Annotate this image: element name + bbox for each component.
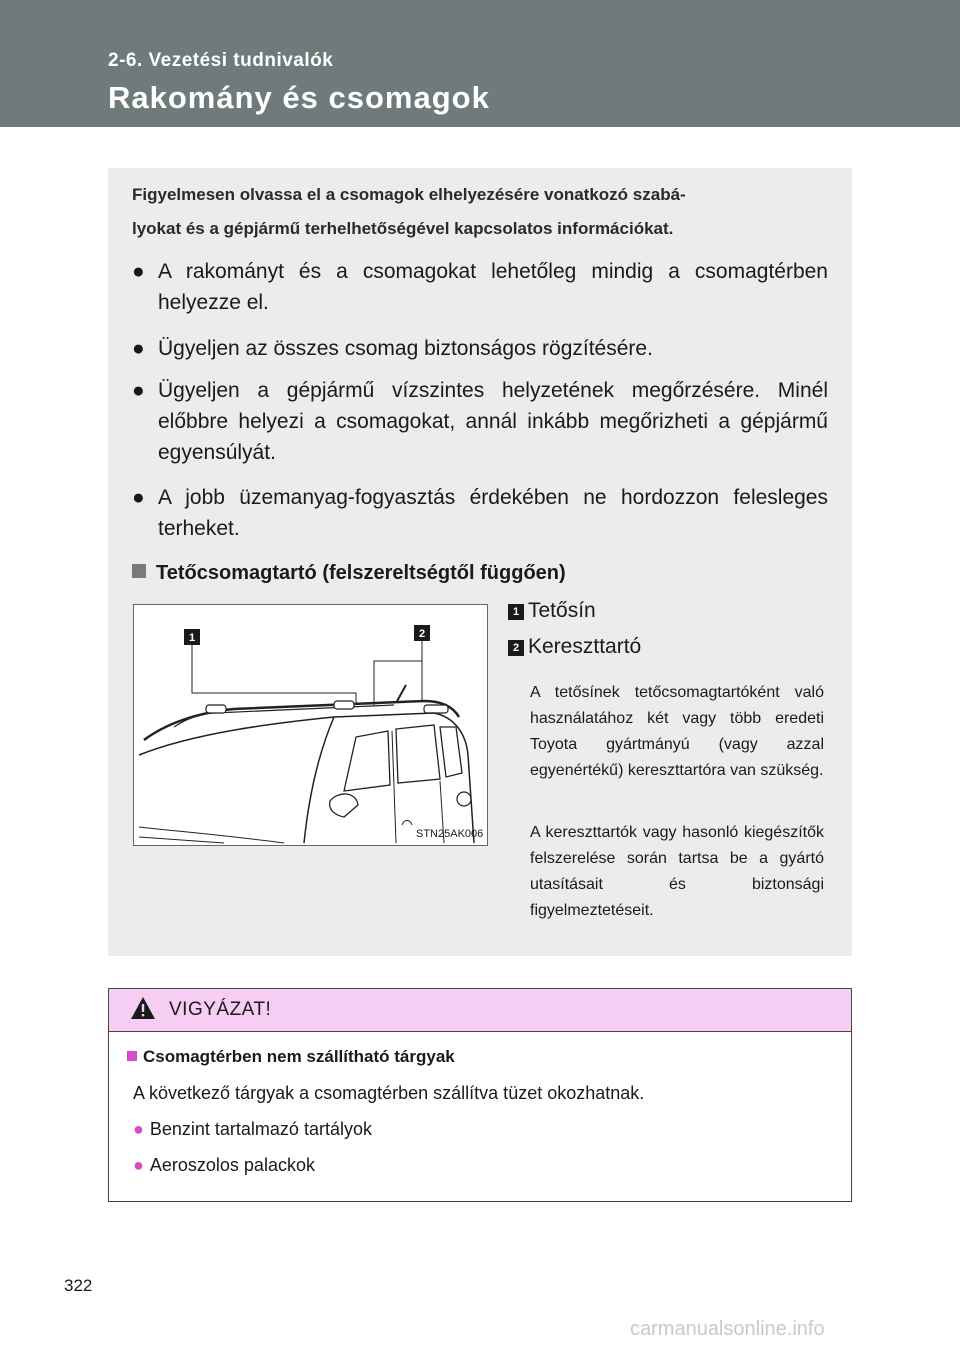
page-header (0, 0, 960, 127)
figure-code: STN25AK006 (416, 828, 484, 840)
legend-number-badge: 2 (508, 640, 524, 656)
callout-1-label: 1 (188, 632, 196, 644)
legend-label: Kereszttartó (528, 635, 642, 658)
pink-dot-icon: ● (133, 1119, 144, 1139)
watermark: carmanualsonline.info (630, 1318, 825, 1340)
legend-label: Tetősín (528, 599, 596, 622)
section-label: 2-6. Vezetési tudnivalók (108, 50, 334, 71)
bullet-text: A rakományt és a csomagokat lehetőleg mindig a csomagtérben helyezze el. (158, 260, 828, 314)
warning-box (108, 988, 852, 1202)
callout-2-leader (374, 641, 422, 705)
square-bullet-icon (127, 1051, 137, 1061)
intro-line-2: lyokat és a gépjármű terhelhetőségével kapcsolatos információkat. (132, 219, 674, 238)
info-bullet (132, 256, 828, 318)
intro-line-1: Figyelmesen olvassa el a csomagok elhelyezésére vonatkozó szabá- (132, 185, 686, 204)
front-side-window (344, 731, 390, 791)
info-bullet (132, 375, 828, 468)
side-mirror (330, 794, 358, 817)
warning-text: A következő tárgyak a csomagtérben szállítva tüzet okozhatnak. (133, 1083, 645, 1103)
callout-2-label: 2 (418, 628, 426, 640)
roof-rack-illustration (133, 604, 488, 846)
callout-1-leader (192, 645, 356, 705)
warning-title: VIGYÁZAT! (169, 999, 272, 1020)
roof-rack-note: A tetősínek tetőcsomagtartóként való használatához két vagy több eredeti Toyota gyártmányú (vagy azzal egyenértékű) kereszttartóra van szükség. (530, 684, 824, 779)
warning-subhead: Csomagtérben nem szállítható tárgyak (127, 1047, 455, 1067)
legend-item (508, 632, 641, 662)
bullet-dot-icon: ● (132, 337, 145, 360)
info-bullet (132, 482, 828, 544)
legend-number-badge: 1 (508, 604, 524, 620)
bullet-text: A jobb üzemanyag-fogyasztás érdekében ne hordozzon felesleges terheket. (158, 486, 828, 540)
roof-rack-note: A kereszttartók vagy hasonló kiegészítők felszerelése során tartsa be a gyártó utasításait és biztonsági figyelmeztetéseit. (530, 824, 824, 919)
bullet-text: Ügyeljen a gépjármű vízszintes helyzetének megőrzésére. Minél előbbre helyezi a csomagokat, annál inkább megőrizheti a gépjármű egyensúlyát. (158, 379, 828, 464)
car-roof-drawing (134, 605, 487, 845)
legend-item (508, 596, 596, 626)
bullet-text: Ügyeljen az összes csomag biztonságos rögzítésére. (158, 337, 653, 360)
page-title: Rakomány és csomagok (108, 80, 490, 115)
rear-side-window (396, 725, 440, 783)
bullet-dot-icon: ● (132, 260, 145, 283)
warning-header (109, 989, 851, 1032)
intro-text (132, 178, 832, 246)
bullet-dot-icon: ● (132, 486, 145, 509)
square-bullet-icon (132, 564, 146, 578)
warning-triangle-icon (129, 995, 157, 1021)
warning-item: ● Benzint tartalmazó tartályok (133, 1119, 372, 1139)
page-number: 322 (64, 1276, 93, 1295)
antenna (396, 685, 406, 703)
warning-item: ● Aeroszolos palackok (133, 1155, 315, 1175)
roof-rack-heading: Tetőcsomagtartó (felszereltségtől függően) (132, 558, 566, 588)
pink-dot-icon: ● (133, 1155, 144, 1175)
bullet-dot-icon: ● (132, 379, 145, 402)
info-bullet (132, 333, 828, 364)
